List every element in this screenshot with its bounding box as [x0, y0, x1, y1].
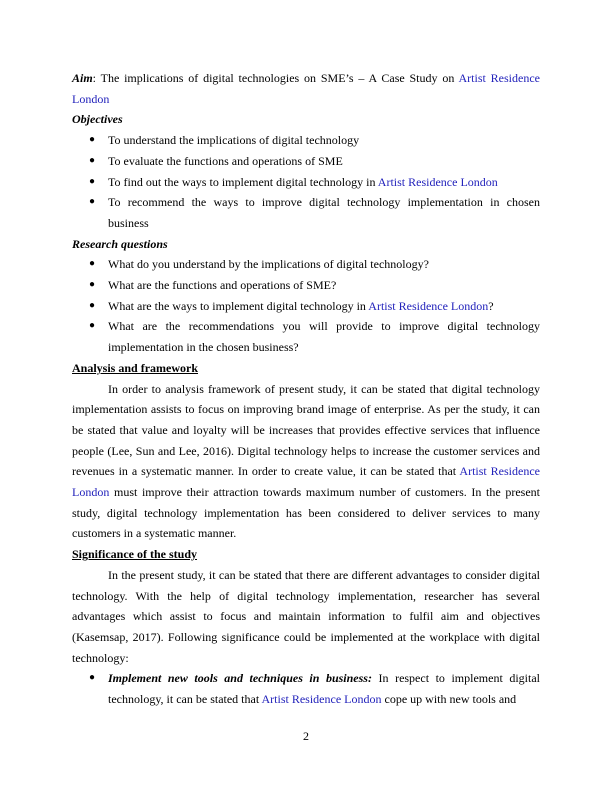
- significance-item-title: Implement new tools and techniques in business:: [108, 671, 372, 686]
- analysis-heading: Analysis and framework: [72, 360, 199, 375]
- significance-list: [72, 668, 540, 709]
- research-question-text: What are the functions and operations of SME?: [108, 278, 337, 293]
- research-question-suffix: ?: [488, 298, 494, 313]
- objectives-list: [72, 130, 540, 234]
- analysis-text-a: In order to analysis framework of present study, it can be stated that digital technology implementation assists to focus on improving brand image of enterprise. As per the study, it can be stated that value and loyalty will be increases that provides effective services that influence people (Lee, Sun and Lee, 2016). Digital technology helps to increase the customer services and revenues in a systematic manner. In order to create value, it can be stated that: [72, 381, 540, 479]
- analysis-paragraph: [72, 379, 540, 545]
- page-number: 2: [303, 729, 309, 743]
- aim-text: : The implications of digital technologies on SME’s – A Case Study on: [92, 71, 459, 85]
- bullet-icon: ●: [89, 299, 96, 311]
- significance-heading: Significance of the study: [72, 547, 198, 562]
- research-question-text: What are the ways to implement digital technology in: [108, 298, 369, 313]
- research-question-text: What are the recommendations you will provide to improve digital technology implementation in the chosen business?: [108, 319, 540, 355]
- bullet-icon: ●: [89, 672, 96, 684]
- objective-item: [72, 130, 540, 151]
- bullet-icon: ●: [89, 320, 96, 332]
- objective-text: To evaluate the functions and operations of SME: [108, 153, 343, 168]
- significance-company-link: Artist Residence London: [261, 692, 382, 707]
- bullet-icon: ●: [89, 134, 96, 146]
- research-question-text: What do you understand by the implications of digital technology?: [108, 257, 429, 272]
- research-question-item: [72, 296, 540, 317]
- objectives-heading: Objectives: [72, 112, 123, 127]
- objective-item: [72, 172, 540, 193]
- objective-text: To understand the implications of digital technology: [108, 133, 360, 148]
- bullet-icon: ●: [89, 196, 96, 208]
- objective-item: [72, 151, 540, 172]
- page-content: [72, 68, 540, 710]
- objective-company-link: Artist Residence London: [377, 174, 498, 189]
- research-question-item: [72, 316, 540, 357]
- aim-company-link: Artist Residence London: [72, 71, 540, 106]
- bullet-icon: ●: [89, 175, 96, 187]
- objective-item: [72, 192, 540, 233]
- bullet-icon: ●: [89, 279, 96, 291]
- analysis-company-link: Artist Residence London: [72, 464, 540, 500]
- research-questions-heading: Research questions: [72, 236, 168, 251]
- research-questions-list: [72, 254, 540, 358]
- aim-label: Aim: [72, 71, 93, 85]
- bullet-icon: ●: [89, 258, 96, 270]
- research-company-link: Artist Residence London: [368, 298, 489, 313]
- research-question-item: [72, 275, 540, 296]
- significance-item-text-b: cope up with new tools and: [381, 692, 517, 707]
- significance-item: [72, 668, 540, 709]
- significance-paragraph: In the present study, it can be stated that there are different advantages to consider digital technology. With the help of digital technology implementation, researcher has several advantages which assist to focus and maintain information to fulfil aim and objectives (Kasemsap, 2017). Following significance could be implemented at the workplace with digital technology:: [72, 567, 540, 665]
- significance-item-text-a: In respect to implement digital technology, it can be stated that: [108, 671, 540, 707]
- aim-paragraph: [72, 68, 540, 109]
- analysis-text-b: must improve their attraction towards maximum number of customers. In the present study, digital technology implementation has been considered to deliver services to many customers in a systematic manner.: [72, 485, 540, 541]
- objective-text: To find out the ways to implement digital technology in: [108, 174, 378, 189]
- bullet-icon: ●: [89, 154, 96, 166]
- research-question-item: [72, 254, 540, 275]
- objective-text: To recommend the ways to improve digital technology implementation in chosen business: [108, 195, 540, 230]
